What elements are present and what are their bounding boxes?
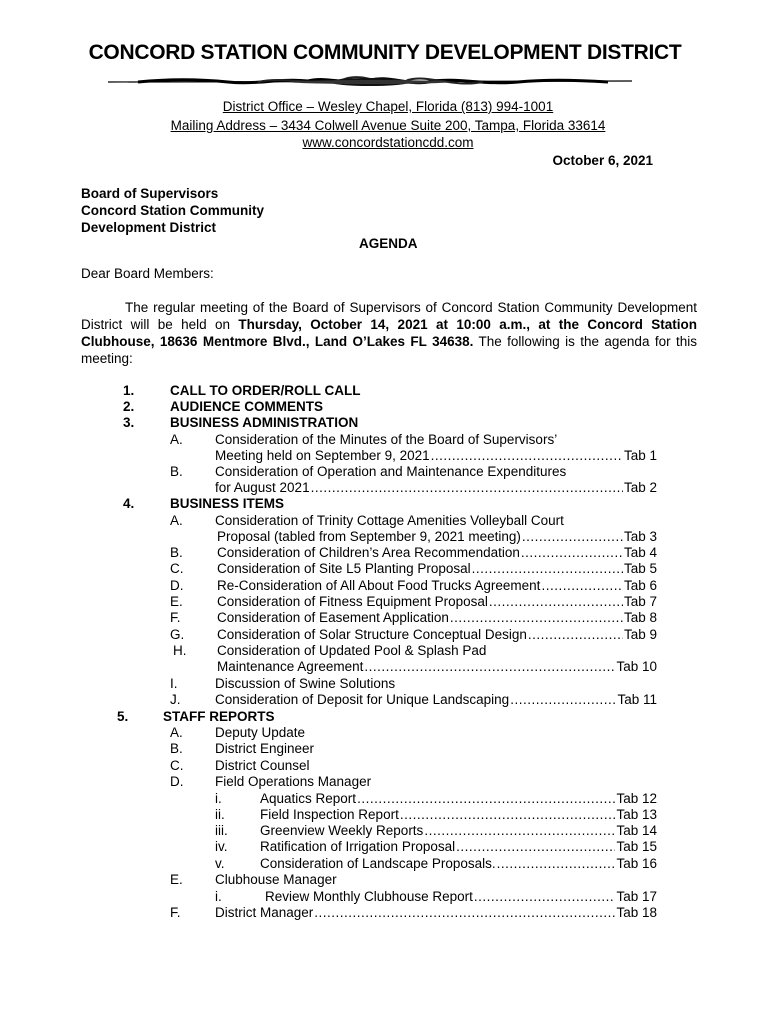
section-number: 3.	[123, 415, 135, 430]
item-text: Consideration of Site L5 Planting Proposal	[217, 561, 471, 576]
section-number: 4.	[123, 496, 135, 511]
dot-leader	[364, 659, 615, 674]
tab-reference: Tab 15	[616, 839, 657, 854]
section-title: BUSINESS ADMINISTRATION	[170, 415, 359, 430]
item-letter: B.	[170, 545, 183, 560]
dot-leader	[489, 594, 623, 609]
section-number: 2.	[123, 399, 135, 414]
agenda-line-with-tab	[217, 610, 657, 625]
section-number: 5.	[117, 709, 129, 724]
item-text: District Manager	[215, 905, 314, 920]
website-link[interactable]: www.concordstationcdd.com	[302, 135, 474, 150]
tab-reference: Tab 10	[616, 659, 657, 674]
item-letter: B.	[170, 741, 183, 756]
item-letter: A.	[170, 513, 183, 528]
agenda-line-with-tab	[217, 659, 657, 674]
item-text: Maintenance Agreement	[217, 659, 364, 674]
decorative-header-rule	[108, 72, 632, 92]
item-text: Greenview Weekly Reports	[260, 823, 424, 838]
item-text: Consideration of Solar Structure Conceptual Design	[217, 627, 527, 642]
agenda-line-with-tab	[217, 545, 657, 560]
subitem-number: i.	[215, 791, 222, 806]
tab-reference: Tab 4	[623, 545, 657, 560]
item-text: Consideration of Children’s Area Recommendation	[217, 545, 520, 560]
tab-reference: Tab 5	[623, 561, 657, 576]
section-title: AUDIENCE COMMENTS	[170, 399, 324, 414]
tab-reference: Tab 3	[623, 529, 657, 544]
section-title: STAFF REPORTS	[163, 709, 275, 724]
dot-leader	[357, 791, 615, 806]
item-text: Deputy Update	[215, 725, 306, 740]
dot-leader	[431, 448, 623, 463]
tab-reference: Tab 16	[616, 856, 657, 871]
intro-meeting-details: Thursday, October 14, 2021 at 10:00 a.m., at the Concord Station Clubhouse, 18636 Mentmore Blvd., Land O’Lakes FL 34638.	[81, 317, 697, 349]
agenda-line-with-tab	[260, 791, 657, 806]
item-letter: A.	[170, 432, 183, 447]
item-text: District Counsel	[215, 758, 310, 773]
letter-date: October 6, 2021	[552, 153, 653, 168]
item-letter: G.	[170, 627, 185, 642]
agenda-line-with-tab	[217, 529, 657, 544]
item-letter: I.	[170, 676, 178, 691]
item-text: Consideration of Updated Pool & Splash Pad	[217, 643, 487, 658]
item-text: Ratification of Irrigation Proposal	[260, 839, 456, 854]
tab-reference: Tab 8	[623, 610, 657, 625]
subitem-number: i.	[215, 889, 222, 904]
item-letter: F.	[170, 610, 181, 625]
recipient-line-2: Concord Station Community	[81, 203, 264, 218]
dot-leader	[400, 807, 616, 822]
item-text: District Engineer	[215, 741, 315, 756]
dot-leader	[541, 578, 623, 593]
dot-leader	[424, 823, 615, 838]
tab-reference: Tab 17	[616, 889, 657, 904]
item-text: Consideration of Landscape Proposals.	[260, 856, 496, 871]
dot-leader	[510, 692, 616, 707]
tab-reference: Tab 14	[616, 823, 657, 838]
dot-leader	[311, 480, 623, 495]
agenda-line-with-tab	[260, 839, 657, 854]
salutation: Dear Board Members:	[81, 266, 214, 281]
agenda-line-with-tab	[217, 627, 657, 642]
mailing-address-line: Mailing Address – 3434 Colwell Avenue Suite 200, Tampa, Florida 33614	[170, 118, 606, 133]
item-letter: D.	[170, 774, 184, 789]
item-text: Consideration of the Minutes of the Board of Supervisors’	[215, 432, 558, 447]
item-letter: A.	[170, 725, 183, 740]
agenda-line-with-tab	[217, 561, 657, 576]
dot-leader	[472, 561, 623, 576]
item-text: Aquatics Report	[260, 791, 357, 806]
agenda-line-with-tab	[217, 594, 657, 609]
item-text: Consideration of Trinity Cottage Amenities Volleyball Court	[215, 513, 564, 528]
agenda-line-with-tab	[260, 856, 657, 871]
item-letter: B.	[170, 464, 183, 479]
item-text: Consideration of Deposit for Unique Landscaping	[215, 692, 510, 707]
tab-reference: Tab 7	[623, 594, 657, 609]
tab-reference: Tab 1	[623, 448, 657, 463]
item-text: Re-Consideration of All About Food Trucks Agreement	[217, 578, 541, 593]
dot-leader	[497, 856, 616, 871]
tab-reference: Tab 2	[623, 480, 657, 495]
section-number: 1.	[123, 383, 135, 398]
dot-leader	[521, 545, 623, 560]
agenda-line-with-tab	[217, 578, 657, 593]
item-text: Consideration of Easement Application	[217, 610, 449, 625]
agenda-line-with-tab	[265, 889, 657, 904]
item-letter: F.	[170, 905, 181, 920]
tab-reference: Tab 12	[616, 791, 657, 806]
item-text: Consideration of Fitness Equipment Proposal	[217, 594, 488, 609]
item-text: Discussion of Swine Solutions	[215, 676, 396, 691]
agenda-line-with-tab	[215, 448, 657, 463]
item-text: Clubhouse Manager	[215, 872, 337, 887]
item-text: Field Operations Manager	[215, 774, 372, 789]
item-text: Consideration of Operation and Maintenance Expenditures	[215, 464, 567, 479]
agenda-heading: AGENDA	[359, 236, 418, 251]
subitem-number: iii.	[215, 823, 228, 838]
item-text: Proposal (tabled from September 9, 2021 meeting)	[217, 529, 521, 544]
recipient-line-3: Development District	[81, 220, 217, 235]
subitem-number: ii.	[215, 807, 225, 822]
section-title: CALL TO ORDER/ROLL CALL	[170, 383, 361, 398]
recipient-line-1: Board of Supervisors	[81, 186, 219, 201]
item-letter: H.	[173, 643, 187, 658]
item-letter: C.	[170, 561, 184, 576]
tab-reference: Tab 6	[623, 578, 657, 593]
dot-leader	[314, 905, 615, 920]
tab-reference: Tab 11	[617, 692, 657, 707]
district-office-line: District Office – Wesley Chapel, Florida (813) 994-1001	[222, 99, 554, 114]
intro-text-1: The regular meeting of the Board of Supervisors of Concord Station Community Development District will be held on	[81, 300, 697, 332]
item-letter: C.	[170, 758, 184, 773]
tab-reference: Tab 9	[623, 627, 657, 642]
tab-reference: Tab 18	[616, 905, 657, 920]
item-text: for August 2021	[215, 480, 310, 495]
item-letter: E.	[170, 872, 183, 887]
district-title: CONCORD STATION COMMUNITY DEVELOPMENT DISTRICT	[88, 41, 682, 64]
agenda-line-with-tab	[215, 692, 657, 707]
intro-text-2: The following is the agenda for this meeting:	[81, 334, 697, 366]
agenda-line-with-tab	[260, 807, 657, 822]
agenda-line-with-tab	[215, 480, 657, 495]
item-text: Meeting held on September 9, 2021	[215, 448, 430, 463]
item-letter: D.	[170, 578, 184, 593]
dot-leader	[522, 529, 623, 544]
section-title: BUSINESS ITEMS	[170, 496, 285, 511]
tab-reference: Tab 13	[616, 807, 657, 822]
dot-leader	[456, 839, 615, 854]
dot-leader	[474, 889, 616, 904]
agenda-line-with-tab	[215, 905, 657, 920]
item-text: Review Monthly Clubhouse Report	[265, 889, 473, 904]
dot-leader	[528, 627, 623, 642]
item-letter: E.	[170, 594, 183, 609]
subitem-number: v.	[215, 856, 225, 871]
item-letter: J.	[170, 692, 181, 707]
intro-paragraph	[81, 299, 697, 367]
agenda-line-with-tab	[260, 823, 657, 838]
dot-leader	[450, 610, 623, 625]
subitem-number: iv.	[215, 839, 228, 854]
item-text: Field Inspection Report	[260, 807, 399, 822]
